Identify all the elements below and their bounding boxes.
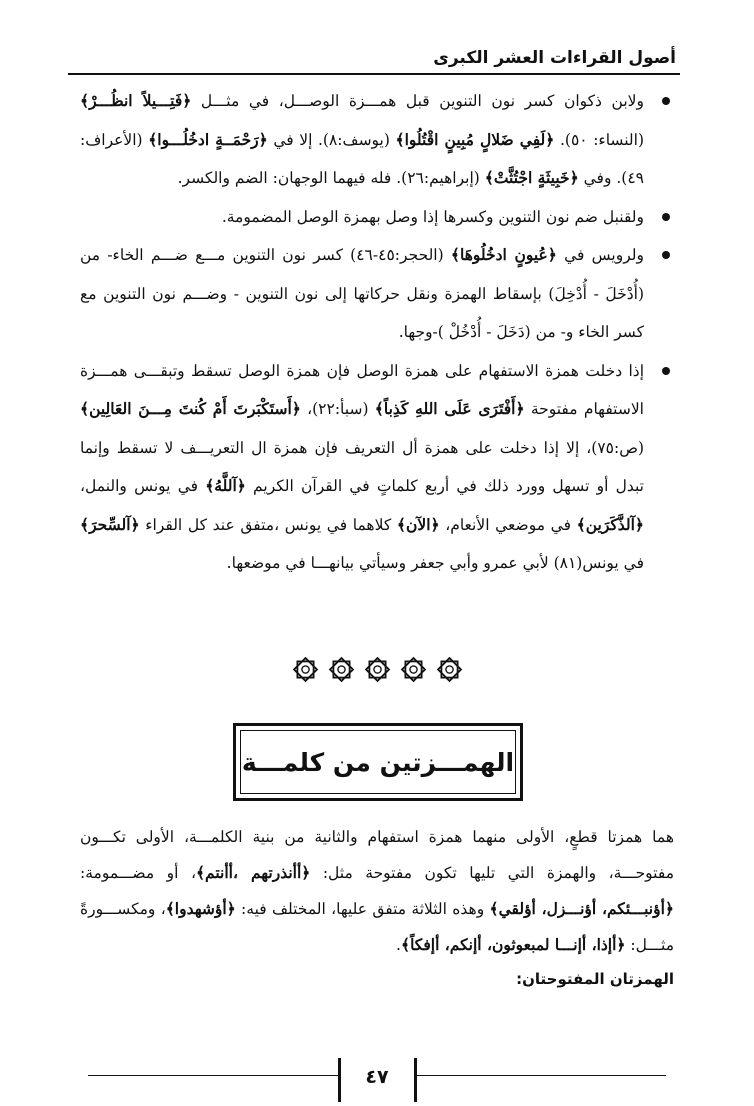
subheading: الهمزتان المفتوحتان: [516, 970, 674, 988]
text-run: (الحجر:٤٥-٤٦) كسر نون التنوين مـــع ضـــم الخاء- من (أُدْخَلَ - أُدْخِلَ) بإسقاط الهمزة ونقل حركاتها إلى نون التنوين - وضـــم نون التنوين مع كسر الخاء و- من (دَخَلَ - أُدْخُلْ )-وجها. [80, 246, 644, 341]
text-run: ، ومكســـورةً مثـــل: [80, 900, 674, 954]
quran-quote: ﴿أإذا، أإنـــا لمبعوثون، أإنكم، أإفكاً﴾ [400, 935, 626, 954]
text-run: (سبأ:٢٢)، [300, 400, 375, 418]
text-run: ولابن ذكوان كسر نون التنوين قبل همـــزة الوصـــل، في مثـــل [191, 92, 644, 110]
quran-quote: ﴿أؤشهدوا﴾ [165, 899, 236, 918]
quran-quote: ﴿أَستَكْبَرتَ أَمْ كُنتَ مِـــنَ العَالِين﴾ [80, 399, 301, 418]
running-title: أصول القراءات العشر الكبرى [433, 48, 676, 68]
section-heading-frame [233, 723, 523, 801]
text-run: (يوسف:٨). إلا في [267, 130, 396, 149]
text-run: في يونس والنمل، [80, 477, 206, 495]
page-number: ٤٧ [365, 1066, 389, 1088]
section-paragraph [80, 820, 674, 963]
bullet-item [80, 352, 674, 583]
footer-rule-right [414, 1075, 666, 1076]
section-text [80, 820, 674, 963]
text-run: ولقنبل ضم نون التنوين وكسرها إذا وصل بهمزة الوصل المضمومة. [221, 207, 644, 226]
quran-quote: ﴿أؤنبـــئكم، أؤنـــزل، أؤلقي﴾ [489, 899, 674, 918]
main-text [80, 82, 674, 583]
quran-quote: ﴿أأنذرتهم ،أأنتم﴾ [195, 863, 311, 882]
bullet-item [80, 82, 674, 198]
quran-quote: ﴿آللَّهُ﴾ [205, 476, 246, 495]
header-rule [68, 73, 680, 75]
quran-quote: ﴿الآن﴾ [396, 514, 440, 534]
footer-tick-left [338, 1058, 341, 1102]
text-run: (ص:٧٥)، إلا إذا دخلت على همزة أل التعريف فإن همزة ال التعريـــف لا تسقط وإنما تبدل أو تسهل وورد ذلك في أربع كلماتٍ في القرآن الكريم [80, 438, 644, 495]
octagram-star-icon [364, 656, 391, 683]
bullet-list [80, 82, 674, 583]
quran-quote: ﴿آلذَّكَرَين﴾ [576, 514, 644, 534]
quran-quote: ﴿عُيونٍ ادخُلُوهَا﴾ [450, 245, 557, 264]
text-run: (النساء: ٥٠). [554, 130, 645, 149]
bullet-item [80, 236, 674, 352]
text-run: ، أو مضـــمومة: [80, 864, 196, 882]
text-run: في يونس(٨١) لأبي عمرو وأبي جعفر وسيأتي بيانهـــا في موضعها. [226, 554, 644, 572]
octagram-star-icon [400, 656, 427, 683]
text-run: في موضعي الأنعام، [439, 515, 577, 534]
octagram-star-icon [328, 656, 355, 683]
text-run: إذا دخلت همزة الاستفهام على همزة الوصل فإن همزة الوصل تسقط وتبقـــى همـــزة الاستفهام مفتوحة [80, 361, 644, 418]
text-run: . [396, 936, 401, 954]
octagram-star-icon [292, 656, 319, 683]
octagram-star-icon [436, 656, 463, 683]
footer-tick-right [414, 1058, 417, 1102]
quran-quote: ﴿آلسِّحرَ﴾ [80, 514, 140, 534]
quran-quote: ﴿لَفِي ضَلالٍ مُبِينٍ اقْتُلُوا﴾ [395, 129, 555, 149]
quran-quote: ﴿رَحْمَــةٍ ادخُلُـــوا﴾ [148, 129, 268, 149]
text-run: (الأعراف: ٤٩). وفي [80, 130, 644, 187]
quran-quote: ﴿خَبِيثَةٍ اجْتُثَّتْ﴾ [484, 168, 579, 187]
star-ornament-divider [0, 656, 754, 696]
section-heading: الهمـــزتين من كلمـــة [240, 730, 516, 794]
text-run: وهذه الثلاثة متفق عليها، المختلف فيه: [235, 900, 490, 918]
quran-quote: ﴿فَتِـــيلاً انظُـــرْ﴾ [80, 91, 192, 110]
bullet-item [80, 198, 674, 237]
text-run: (إبراهيم:٢٦). فله فيهما الوجهان: الضم والكسر. [177, 169, 485, 187]
text-run: كلاهما في يونس ،متفق عند كل القراء [139, 515, 397, 534]
text-run: ولرويس في [556, 246, 644, 264]
footer-rule-left [88, 1075, 340, 1076]
quran-quote: ﴿أَفْتَرَى عَلَى اللهِ كَذِباً﴾ [374, 399, 525, 418]
text-run: هما همزتا قطعٍ، الأولى منهما همزة استفهام والثانية من بنية الكلمـــة، الأولى تكـــون مفتوحـــة، والهمزة التي تليها تكون مفتوحة مثل: [80, 828, 674, 882]
